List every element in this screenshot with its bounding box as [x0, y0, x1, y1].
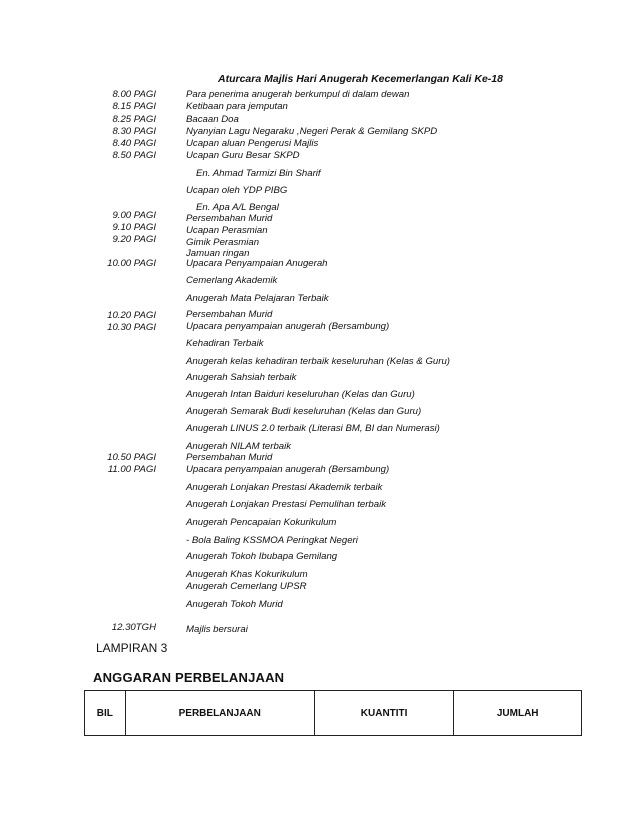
- schedule-item: Upacara Penyampaian Anugerah: [186, 258, 328, 269]
- schedule-item: Ucapan Guru Besar SKPD: [186, 150, 300, 161]
- table-header-perbelanjaan: PERBELANJAAN: [125, 691, 314, 736]
- schedule-item: Anugerah Cemerlang UPSR: [186, 581, 307, 592]
- document-title: Aturcara Majlis Hari Anugerah Kecemerlangan Kali Ke-18: [218, 73, 503, 85]
- schedule-time: 8.00 PAGI: [112, 89, 156, 100]
- schedule-item: Anugerah Semarak Budi keseluruhan (Kelas dan Guru): [186, 406, 422, 417]
- schedule-time: 10.50 PAGI: [107, 452, 156, 463]
- schedule-item: Persembahan Murid: [186, 452, 273, 463]
- schedule-item: Upacara penyampaian anugerah (Bersambung): [186, 464, 390, 475]
- schedule-item: Anugerah Mata Pelajaran Terbaik: [186, 293, 329, 304]
- lampiran-label: LAMPIRAN 3: [96, 641, 168, 655]
- schedule-time: 12.30TGH: [111, 622, 156, 633]
- schedule-item: En. Ahmad Tarmizi Bin Sharif: [196, 168, 321, 179]
- schedule-time: 8.50 PAGI: [112, 150, 156, 161]
- schedule-item: Anugerah Tokoh Murid: [186, 599, 283, 610]
- table-header-bil: BIL: [85, 691, 126, 736]
- schedule-item: Bacaan Doa: [186, 114, 239, 125]
- schedule-item: - Bola Baling KSSMOA Peringkat Negeri: [186, 535, 358, 546]
- schedule-item: Para penerima anugerah berkumpul di dalam dewan: [186, 89, 410, 100]
- schedule-item: Jamuan ringan: [186, 248, 250, 259]
- schedule-item: Ketibaan para jemputan: [186, 101, 288, 112]
- schedule-time: 10.20 PAGI: [107, 310, 156, 321]
- schedule-item: Cemerlang Akademik: [186, 275, 278, 286]
- schedule-item: Majlis bersurai: [186, 624, 248, 635]
- schedule-time: 9.10 PAGI: [112, 222, 156, 233]
- section-heading: ANGGARAN PERBELANJAAN: [93, 670, 285, 685]
- schedule-time: 8.15 PAGI: [112, 101, 156, 112]
- schedule-item: Nyanyian Lagu Negaraku ,Negeri Perak & Gemilang SKPD: [186, 126, 438, 137]
- table-header-kuantiti: KUANTITI: [314, 691, 454, 736]
- schedule-item: Anugerah Khas Kokurikulum: [186, 569, 308, 580]
- schedule-time: 8.25 PAGI: [112, 114, 156, 125]
- schedule-item: Persembahan Murid: [186, 309, 273, 320]
- budget-table: [84, 690, 582, 736]
- schedule-item: Ucapan Perasmian: [186, 225, 268, 236]
- schedule-item: Anugerah Tokoh Ibubapa Gemilang: [186, 551, 338, 562]
- schedule-item: Kehadiran Terbaik: [186, 338, 264, 349]
- schedule-item: Ucapan aluan Pengerusi Majlis: [186, 138, 319, 149]
- schedule-time: 9.20 PAGI: [112, 234, 156, 245]
- schedule-time: 9.00 PAGI: [112, 210, 156, 221]
- schedule-time: 8.30 PAGI: [112, 126, 156, 137]
- schedule-time: 10.00 PAGI: [107, 258, 156, 269]
- schedule-time: 11.00 PAGI: [107, 464, 156, 475]
- schedule-item: Anugerah kelas kehadiran terbaik keseluruhan (Kelas & Guru): [186, 356, 450, 367]
- schedule-item: Anugerah LINUS 2.0 terbaik (Literasi BM, BI dan Numerasi): [186, 423, 440, 434]
- schedule-item: En. Apa A/L Bengal: [196, 202, 279, 213]
- schedule-item: Upacara penyampaian anugerah (Bersambung): [186, 321, 390, 332]
- table-header-row: [85, 691, 582, 736]
- table-header-jumlah: JUMLAH: [454, 691, 582, 736]
- schedule-time: 8.40 PAGI: [112, 138, 156, 149]
- schedule-item: Anugerah Pencapaian Kokurikulum: [186, 517, 337, 528]
- schedule-item: Anugerah NILAM terbaik: [186, 441, 292, 452]
- schedule-item: Anugerah Lonjakan Prestasi Pemulihan terbaik: [186, 499, 386, 510]
- schedule-item: Anugerah Lonjakan Prestasi Akademik terbaik: [186, 482, 383, 493]
- schedule-item: Persembahan Murid: [186, 213, 273, 224]
- schedule-item: Gimik Perasmian: [186, 237, 260, 248]
- schedule-item: Ucapan oleh YDP PIBG: [186, 185, 288, 196]
- schedule-item: Anugerah Sahsiah terbaik: [186, 372, 297, 383]
- schedule-item: Anugerah Intan Baiduri keseluruhan (Kelas dan Guru): [186, 389, 415, 400]
- schedule-time: 10.30 PAGI: [107, 322, 156, 333]
